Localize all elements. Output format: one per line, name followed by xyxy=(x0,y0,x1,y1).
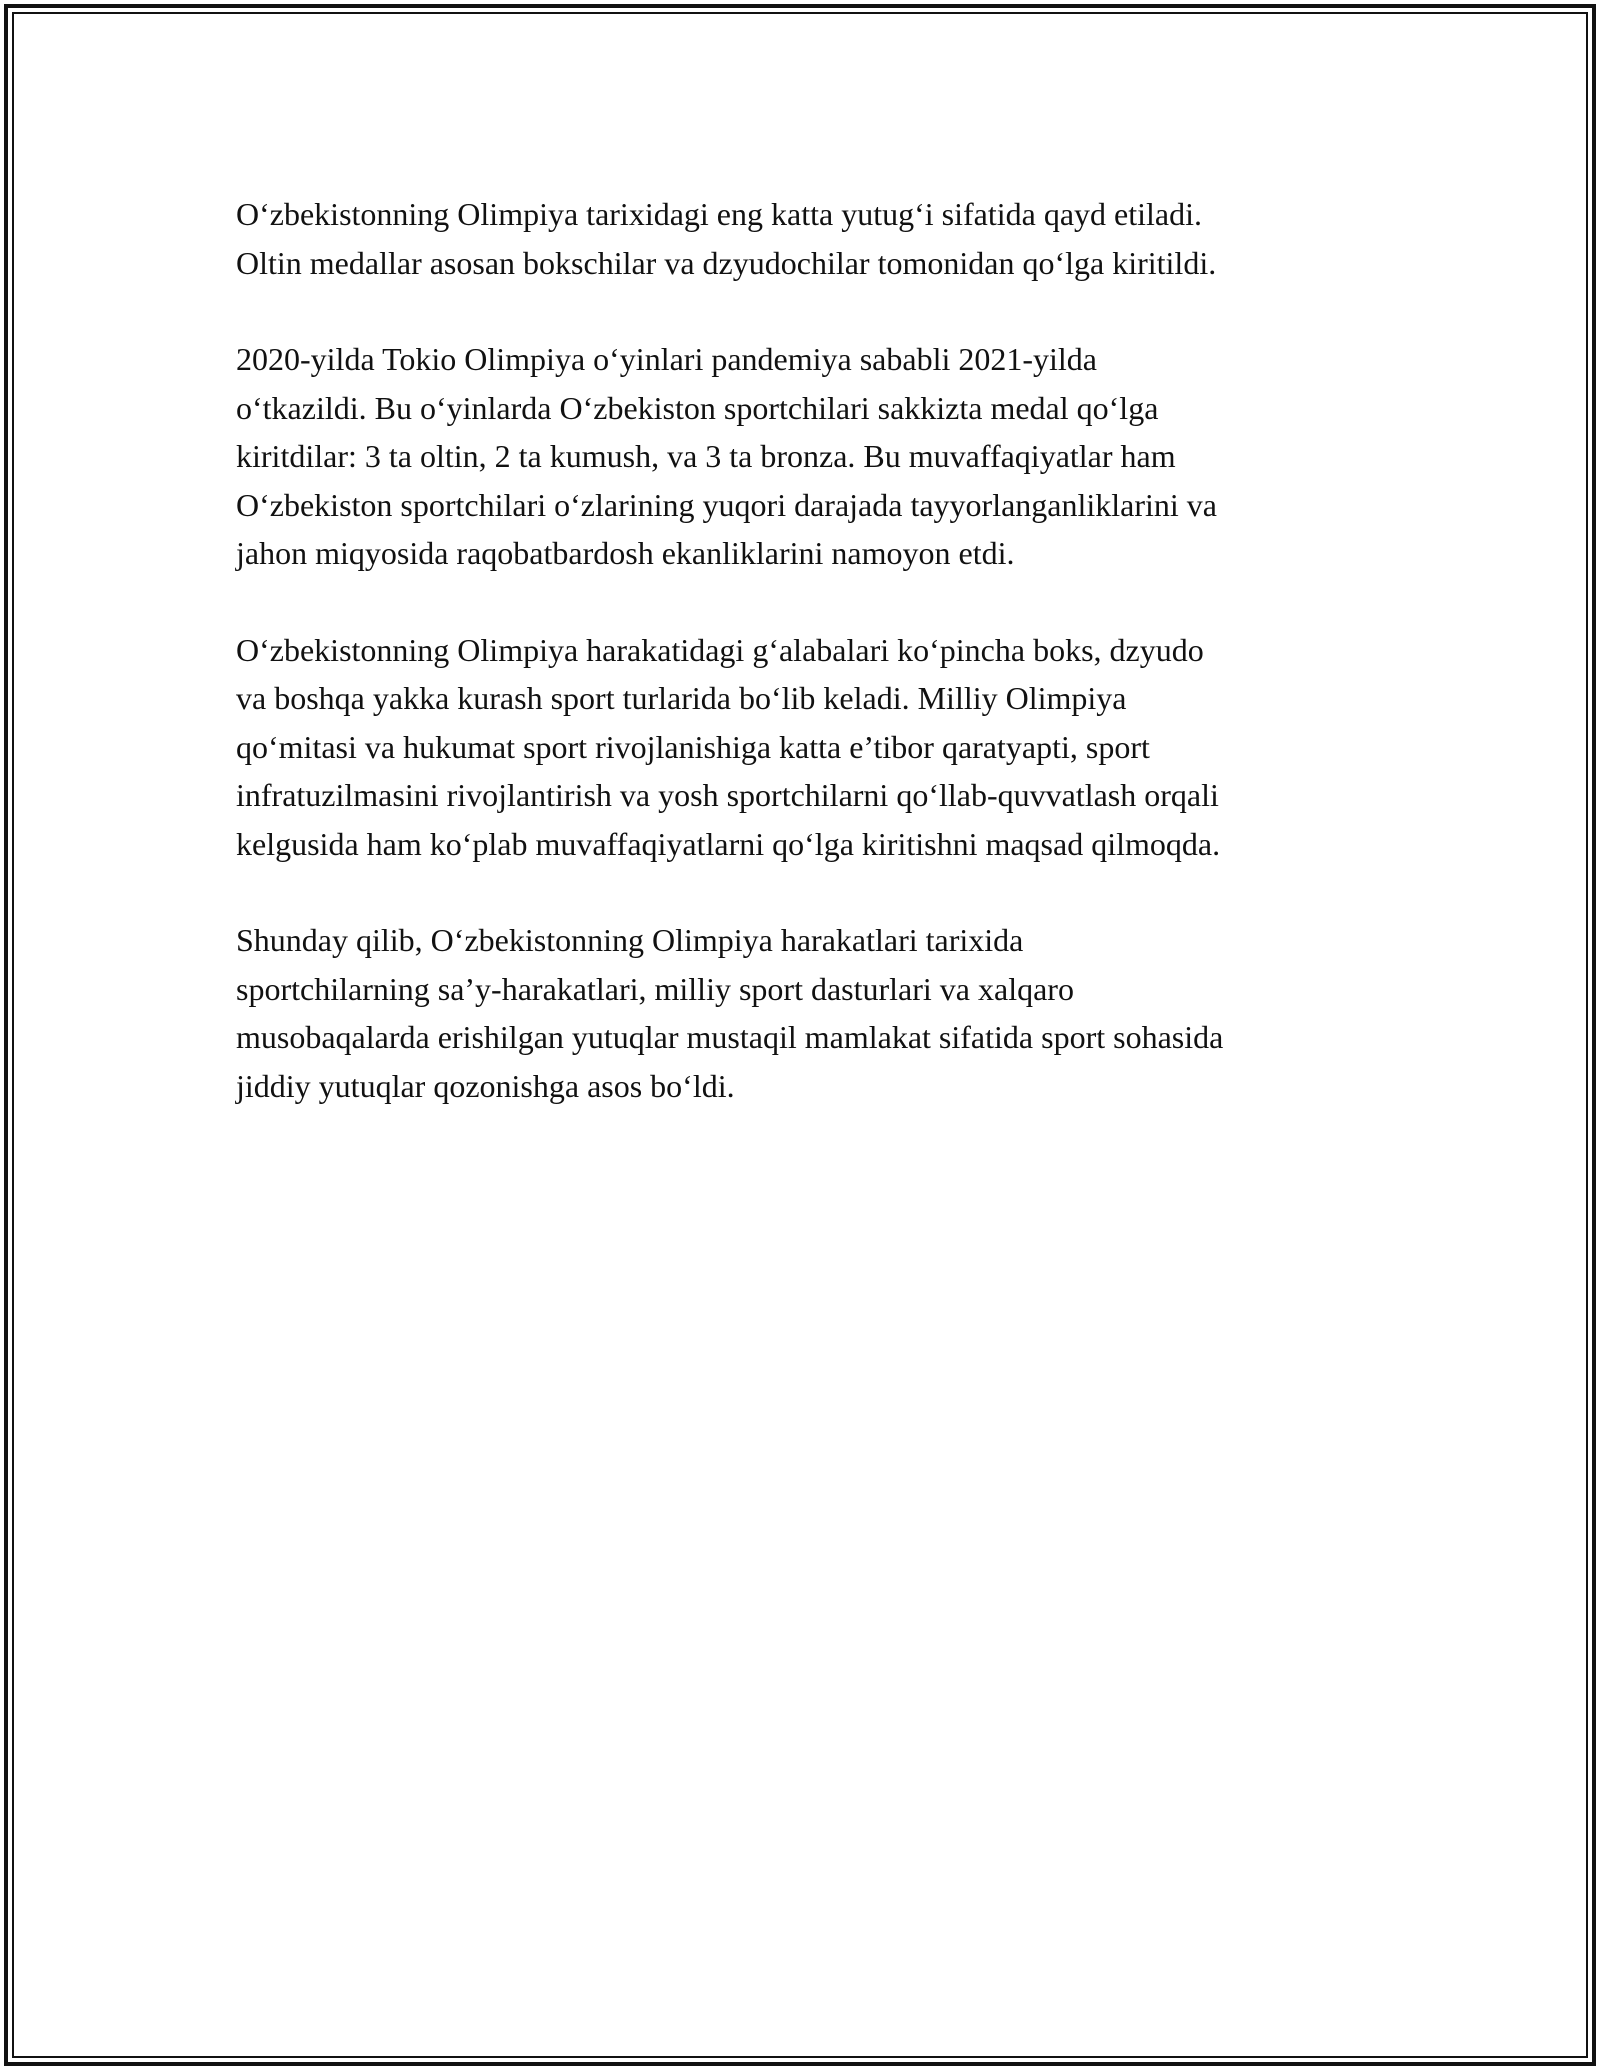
paragraph-2 xyxy=(236,335,1396,578)
text-line: kelgusida ham ko‘plab muvaffaqiyatlarni qo‘lga kiritishni maqsad qilmoqda. xyxy=(236,825,1221,862)
text-line: kiritdilar: 3 ta oltin, 2 ta kumush, va 3 ta bronza. Bu muvaffaqiyatlar ham xyxy=(236,438,1176,474)
text-line: infratuzilmasini rivojlantirish va yosh sportchilarni qo‘llab-quvvatlash orqali xyxy=(236,777,1219,813)
text-line: jiddiy yutuqlar qozonishga asos bo‘ldi. xyxy=(236,1067,735,1104)
text-line: jahon miqyosida raqobatbardosh ekanliklarini namoyon etdi. xyxy=(236,535,1015,571)
text-line: sportchilarning sa’y-harakatlari, milliy sport dasturlari va xalqaro xyxy=(236,970,1074,1007)
text-line: va boshqa yakka kurash sport turlarida bo‘lib keladi. Milliy Olimpiya xyxy=(236,680,1127,716)
text-line: o‘tkazildi. Bu o‘yinlarda O‘zbekiston sportchilari sakkizta medal qo‘lga xyxy=(236,389,1159,426)
text-line: 2020-yilda Tokio Olimpiya o‘yinlari pandemiya sababli 2021-yilda xyxy=(236,341,1097,377)
text-line: O‘zbekistonning Olimpiya harakatidagi g‘alabalari ko‘pincha boks, dzyudo xyxy=(236,631,1204,668)
text-line: Shunday qilib, O‘zbekistonning Olimpiya harakatlari tarixida xyxy=(236,922,1024,958)
paragraph-4 xyxy=(236,916,1396,1110)
document-body xyxy=(236,190,1396,1158)
text-line: O‘zbekiston sportchilari o‘zlarining yuqori darajada tayyorlanganliklarini va xyxy=(236,486,1217,523)
paragraph-3 xyxy=(236,626,1396,869)
text-line: Oltin medallar asosan bokschilar va dzyudochilar tomonidan qo‘lga kiritildi. xyxy=(236,244,1217,281)
text-line: qo‘mitasi va hukumat sport rivojlanishiga katta e’tibor qaratyapti, sport xyxy=(236,728,1150,765)
text-line: musobaqalarda erishilgan yutuqlar mustaqil mamlakat sifatida sport sohasida xyxy=(236,1019,1224,1055)
paragraph-1 xyxy=(236,190,1396,287)
text-line: O‘zbekistonning Olimpiya tarixidagi eng katta yutug‘i sifatida qayd etiladi. xyxy=(236,196,1202,232)
